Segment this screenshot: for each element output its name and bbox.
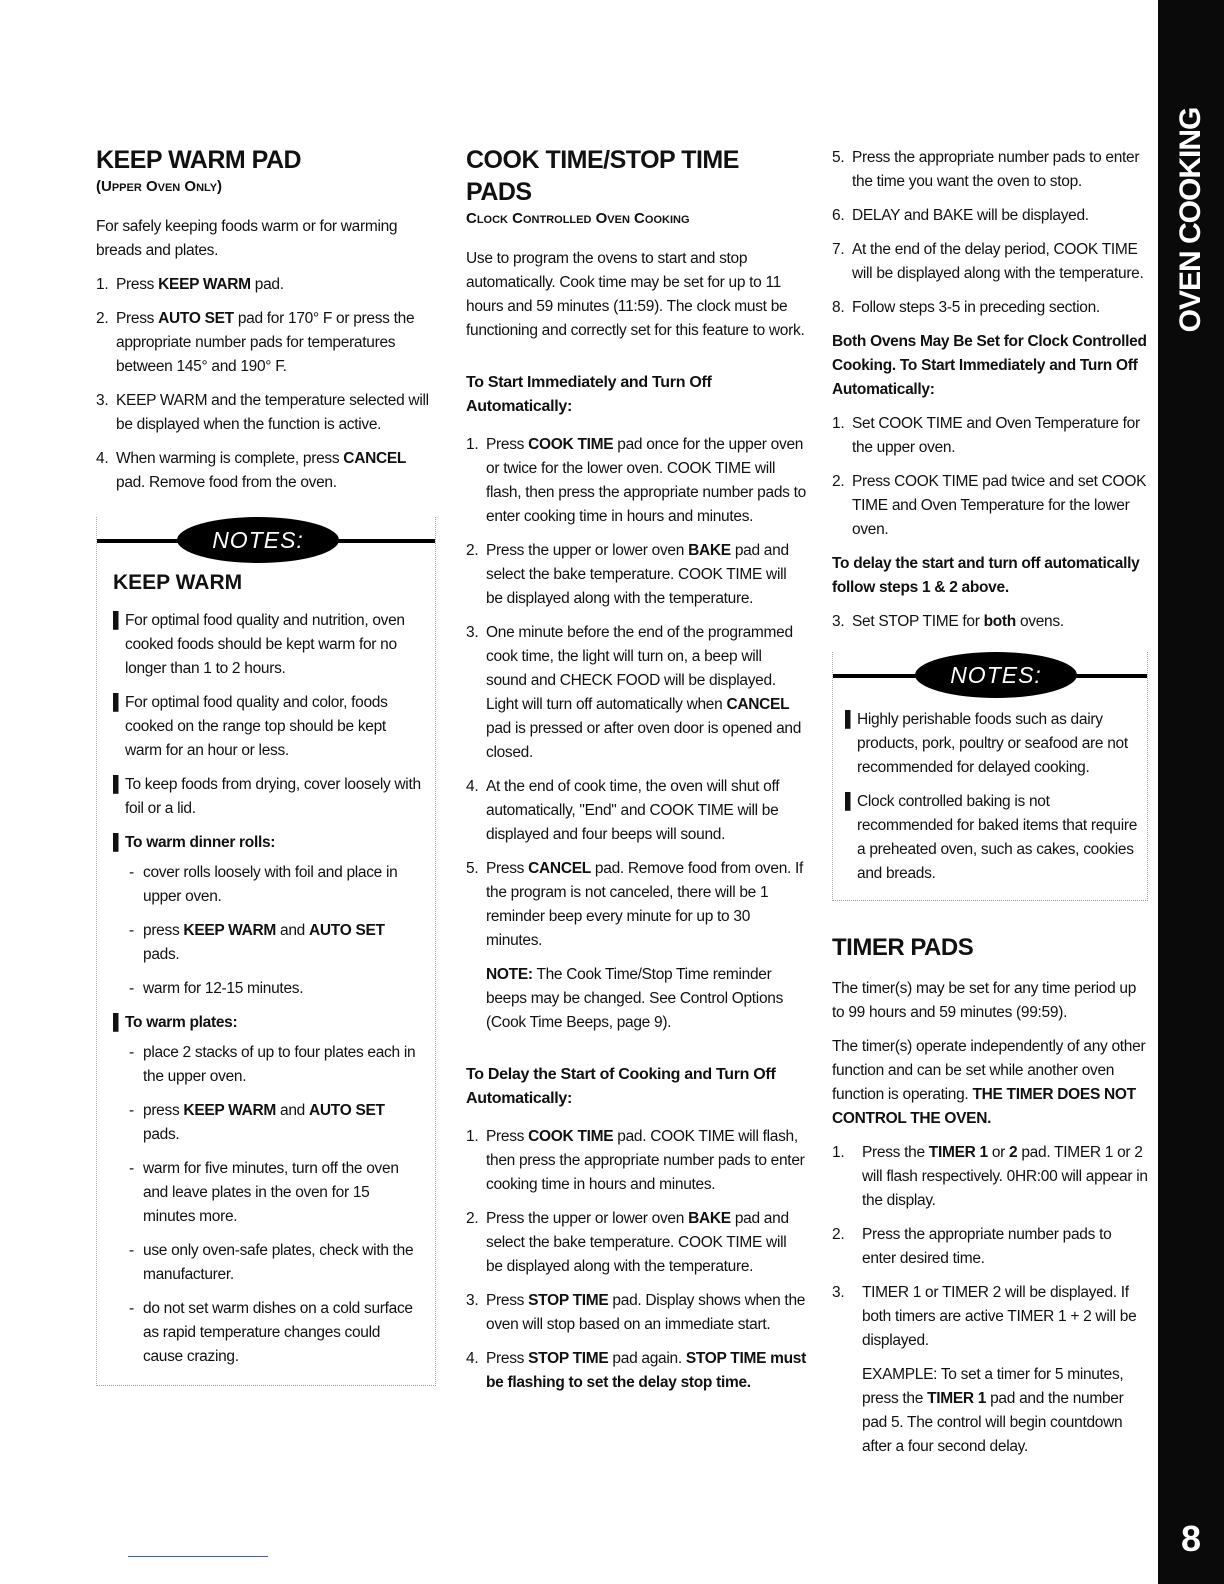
note-bullet: ▌ For optimal food quality and nutrition, oven cooked foods should be kept warm for no longer than 1 to 2 hours.: [113, 609, 421, 681]
dash-item: - warm for 12-15 minutes.: [129, 980, 304, 997]
step: 2. Press the upper or lower oven BAKE pad and select the bake temperature. COOK TIME will be displayed along with the temperature.: [466, 1210, 789, 1275]
note-bullet: ▌ To keep foods from drying, cover loosely with foil or a lid.: [113, 773, 421, 821]
intro-text: For safely keeping foods warm or for warming breads and plates.: [96, 218, 398, 259]
subheading-delay-start: To Delay the Start of Cooking and Turn Off Automatically:: [466, 1066, 776, 1107]
step: 1. Press KEEP WARM pad.: [96, 276, 284, 293]
column-continued: [832, 146, 1148, 1459]
step: 3. One minute before the end of the programmed cook time, the light will turn on, a beep will sound and CHECK FOOD will be displayed. Light will turn off automatically when CANCEL pad is pressed or after oven door is opened and closed.: [466, 624, 802, 761]
notes-banner: [97, 517, 435, 563]
note-bullet: ▌ Highly perishable foods such as dairy products, pork, poultry or seafood are not recommended for delayed cooking.: [845, 708, 1139, 780]
step: 4. Press STOP TIME pad again. STOP TIME must be flashing to set the delay stop time.: [466, 1350, 806, 1391]
step: 3. Press STOP TIME pad. Display shows when the oven will stop based on an immediate start.: [466, 1292, 806, 1333]
column-cook-time: [466, 144, 806, 1405]
delay-heading: To delay the start and turn off automatically follow steps 1 & 2 above.: [832, 555, 1140, 596]
step: 1. Press COOK TIME pad. COOK TIME will flash, then press the appropriate number pads to enter cooking time in hours and minutes.: [466, 1128, 805, 1193]
bullet-icon: ▌: [113, 776, 124, 793]
notes-label: NOTES:: [915, 652, 1077, 698]
step: 3. KEEP WARM and the temperature selected will be displayed when the function is active.: [96, 392, 429, 433]
dash-item: - use only oven-safe plates, check with the manufacturer.: [129, 1242, 414, 1283]
note-bullet: ▌ For optimal food quality and color, foods cooked on the range top should be kept warm for an hour or less.: [113, 691, 421, 763]
dash-item: - do not set warm dishes on a cold surface as rapid temperature changes could cause crazing.: [129, 1300, 413, 1365]
section-title: COOK TIME/STOP TIME PADS: [466, 146, 739, 206]
step: 2. Press the upper or lower oven BAKE pad and select the bake temperature. COOK TIME will be displayed along with the temperature.: [466, 542, 789, 607]
step: 8. Follow steps 3-5 in preceding section.: [832, 299, 1100, 316]
step: 3. TIMER 1 or TIMER 2 will be displayed. If both timers are active TIMER 1 + 2 will be displayed.: [832, 1284, 1137, 1349]
step: 6. DELAY and BAKE will be displayed.: [832, 207, 1089, 224]
bullet-icon: ▌: [113, 694, 124, 711]
step: 2. Press the appropriate number pads to enter desired time.: [832, 1226, 1112, 1267]
section-subtitle: (Upper Oven Only): [96, 178, 223, 195]
footer-rule: [128, 1556, 268, 1557]
step: 2. Press AUTO SET pad for 170° F or press the appropriate number pads for temperatures between 145° and 190° F.: [96, 310, 415, 375]
step: 4. When warming is complete, press CANCEL pad. Remove food from the oven.: [96, 450, 407, 491]
step: 7. At the end of the delay period, COOK TIME will be displayed along with the temperature.: [832, 241, 1144, 282]
bullet-icon: ▌: [845, 793, 856, 810]
rolls-heading: ▌ To warm dinner rolls:: [113, 834, 276, 851]
dash-item: - cover rolls loosely with foil and place in upper oven.: [129, 864, 398, 905]
notes-box: [96, 517, 436, 1386]
dash-item: - press KEEP WARM and AUTO SET pads.: [129, 1102, 385, 1143]
notes-box: [832, 652, 1148, 901]
step: 1. Set COOK TIME and Oven Temperature for the upper oven.: [832, 415, 1140, 456]
note-bullet: ▌ Clock controlled baking is not recommended for baked items that require a preheated oven, such as cakes, cookies and breads.: [845, 790, 1139, 886]
bullet-icon: ▌: [113, 612, 124, 629]
plates-heading: ▌ To warm plates:: [113, 1014, 238, 1031]
timer-example: EXAMPLE: To set a timer for 5 minutes, press the TIMER 1 pad and the number pad 5. The control will begin countdown after a four second delay.: [862, 1366, 1124, 1455]
both-ovens-heading: Both Ovens May Be Set for Clock Controlled Cooking. To Start Immediately and Turn Off Automatically:: [832, 333, 1147, 398]
dash-item: - place 2 stacks of up to four plates each in the upper oven.: [129, 1044, 416, 1085]
intro-text: Use to program the ovens to start and stop automatically. Cook time may be set for up to 11 hours and 59 minutes (11:59). The clock must be functioning and correctly set for this feature to work.: [466, 250, 805, 339]
timer-note: The timer(s) operate independently of any other function and can be set while another oven function is operating. THE TIMER DOES NOT CONTROL THE OVEN.: [832, 1038, 1146, 1127]
step: 2. Press COOK TIME pad twice and set COOK TIME and Oven Temperature for the lower oven.: [832, 473, 1147, 538]
bullet-icon: ▌: [845, 711, 856, 728]
section-title: KEEP WARM PAD: [96, 146, 302, 174]
notes-banner: [833, 652, 1147, 698]
note-text: NOTE: The Cook Time/Stop Time reminder beeps may be changed. See Control Options (Cook Time Beeps, page 9).: [486, 966, 784, 1031]
step: 5. Press the appropriate number pads to enter the time you want the oven to stop.: [832, 149, 1140, 190]
dash-item: - press KEEP WARM and AUTO SET pads.: [129, 922, 385, 963]
section-tab-label: OVEN COOKING: [1174, 107, 1207, 333]
notes-title: KEEP WARM: [113, 571, 243, 594]
step: 1. Press COOK TIME pad once for the upper oven or twice for the lower oven. COOK TIME will flash, then press the appropriate number pads to enter cooking time in hours and minutes.: [466, 436, 806, 525]
timer-title: TIMER PADS: [832, 934, 974, 961]
step: 5. Press CANCEL pad. Remove food from oven. If the program is not canceled, there will be 1 reminder beep every minute for up to 30 minutes.: [466, 860, 804, 949]
step: 1. Press the TIMER 1 or 2 pad. TIMER 1 or 2 will flash respectively. 0HR:00 will appear in the display.: [832, 1144, 1148, 1209]
timer-intro: The timer(s) may be set for any time period up to 99 hours and 59 minutes (99:59).: [832, 980, 1137, 1021]
dash-item: - warm for five minutes, turn off the oven and leave plates in the oven for 15 minutes more.: [129, 1160, 399, 1225]
column-keep-warm: [96, 144, 436, 1386]
subheading-start-immediately: To Start Immediately and Turn Off Automatically:: [466, 374, 712, 415]
notes-label: NOTES:: [177, 517, 339, 563]
page-number: 8: [1180, 1518, 1202, 1559]
section-subtitle: Clock Controlled Oven Cooking: [466, 210, 690, 227]
step: 4. At the end of cook time, the oven will shut off automatically, "End" and COOK TIME will be displayed and four beeps will sound.: [466, 778, 780, 843]
step: 3. Set STOP TIME for both ovens.: [832, 613, 1064, 630]
